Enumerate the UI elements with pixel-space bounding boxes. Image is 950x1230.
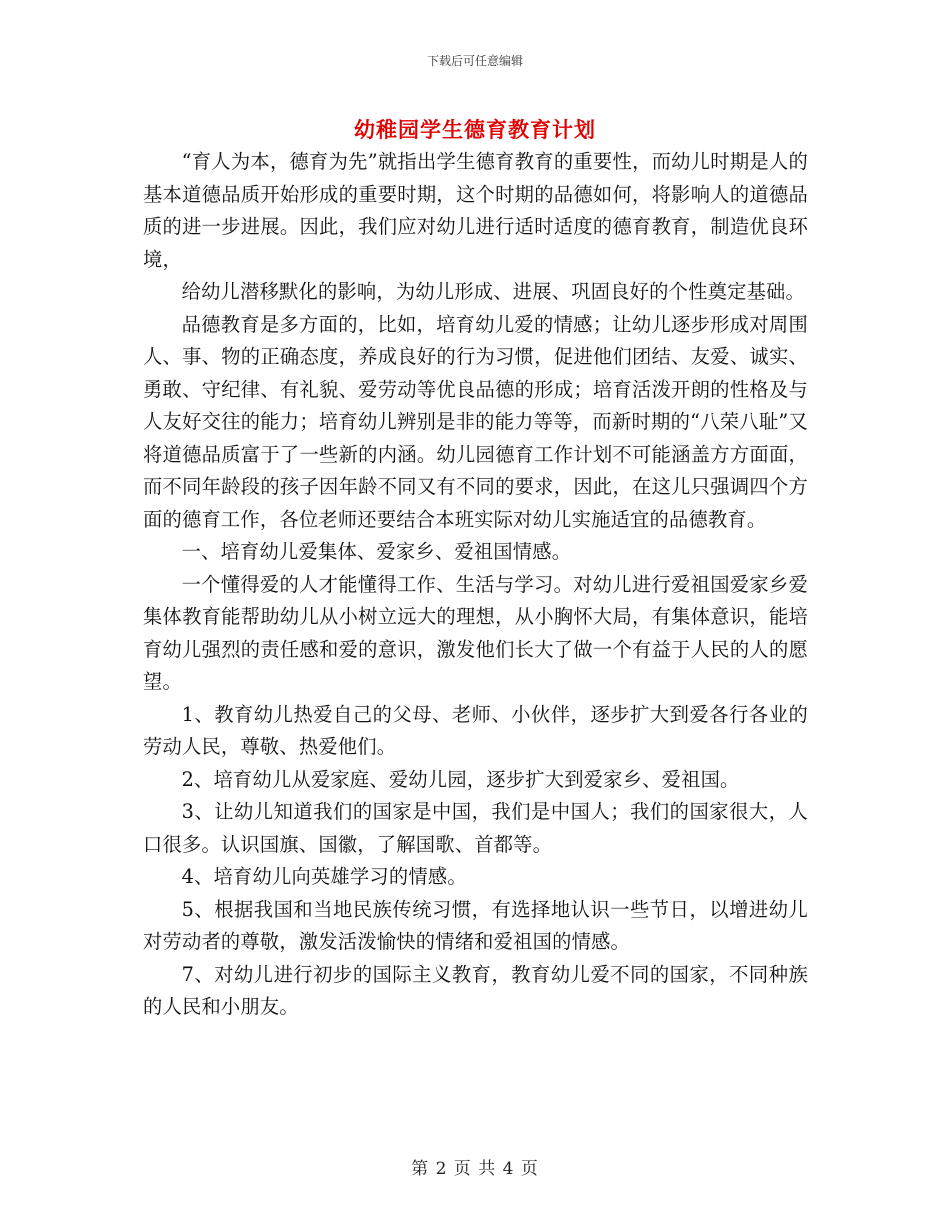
paragraph-foundation: 给幼儿潜移默化的影响，为幼儿形成、进展、巩固良好的个性奠定基础。: [181, 280, 805, 303]
list-item-1: 1、教育幼儿热爱自己的父母、老师、小伙伴，逐步扩大到爱各行各业的劳动人民，尊敬、热爱他们。: [143, 702, 808, 758]
list-item-4: 4、培育幼儿向英雄学习的情感。: [181, 865, 467, 888]
header-note: 下载后可任意编辑: [426, 54, 523, 68]
section-heading-1: 一、培育幼儿爱集体、爱家乡、爱祖国情感。: [181, 540, 572, 563]
page-number-footer: 第 2 页 共 4 页: [411, 1159, 539, 1179]
document-body: [143, 146, 808, 1024]
list-item-2: 2、培育幼儿从爱家庭、爱幼儿园，逐步扩大到爱家乡、爱祖国。: [181, 767, 740, 791]
document-title: 幼稚园学生德育教育计划: [354, 117, 596, 142]
paragraph-intro: “育人为本，德育为先”就指出学生德育教育的重要性，而幼儿时期是人的基本道德品质开始形成的重要时期，这个时期的品德如何，将影响人的道德品质的进一步进展。因此，我们应对幼儿进行适时适度的德育教育，制造优良环境，: [143, 150, 808, 271]
paragraph-moral-education: 品德教育是多方面的，比如，培育幼儿爱的情感；让幼儿逐步形成对周围人、事、物的正确态度，养成良好的行为习惯，促进他们团结、友爱、诚实、勇敢、守纪律、有礼貌、爱劳动等优良品德的形成；培育活泼开朗的性格及与人友好交往的能力；培育幼儿辨别是非的能力等等，而新时期的“八荣八耻”又将道德品质富于了一些新的内涵。幼儿园德育工作计划不可能涵盖方方面面，而不同年龄段的孩子因年龄不同又有不同的要求，因此，在这儿只强调四个方面的德育工作，各位老师还要结合本班实际对幼儿实施适宜的品德教育。: [143, 312, 808, 531]
list-item-7: 7、对幼儿进行初步的国际主义教育，教育幼儿爱不同的国家，不同种族的人民和小朋友。: [143, 962, 808, 1018]
paragraph-love-education: 一个懂得爱的人才能懂得工作、生活与学习。对幼儿进行爱祖国爱家乡爱集体教育能帮助幼儿从小树立远大的理想，从小胸怀大局，有集体意识，能培育幼儿强烈的责任感和爱的意识，激发他们长大了做一个有益于人民的人的愿望。: [143, 572, 808, 693]
list-item-3: 3、让幼儿知道我们的国家是中国，我们是中国人；我们的国家很大，人口很多。认识国旗、国徽，了解国歌、首都等。: [143, 800, 808, 856]
list-item-5: 5、根据我国和当地民族传统习惯，有选择地认识一些节日，以增进幼儿对劳动者的尊敬，激发活泼愉快的情绪和爱祖国的情感。: [143, 897, 808, 953]
